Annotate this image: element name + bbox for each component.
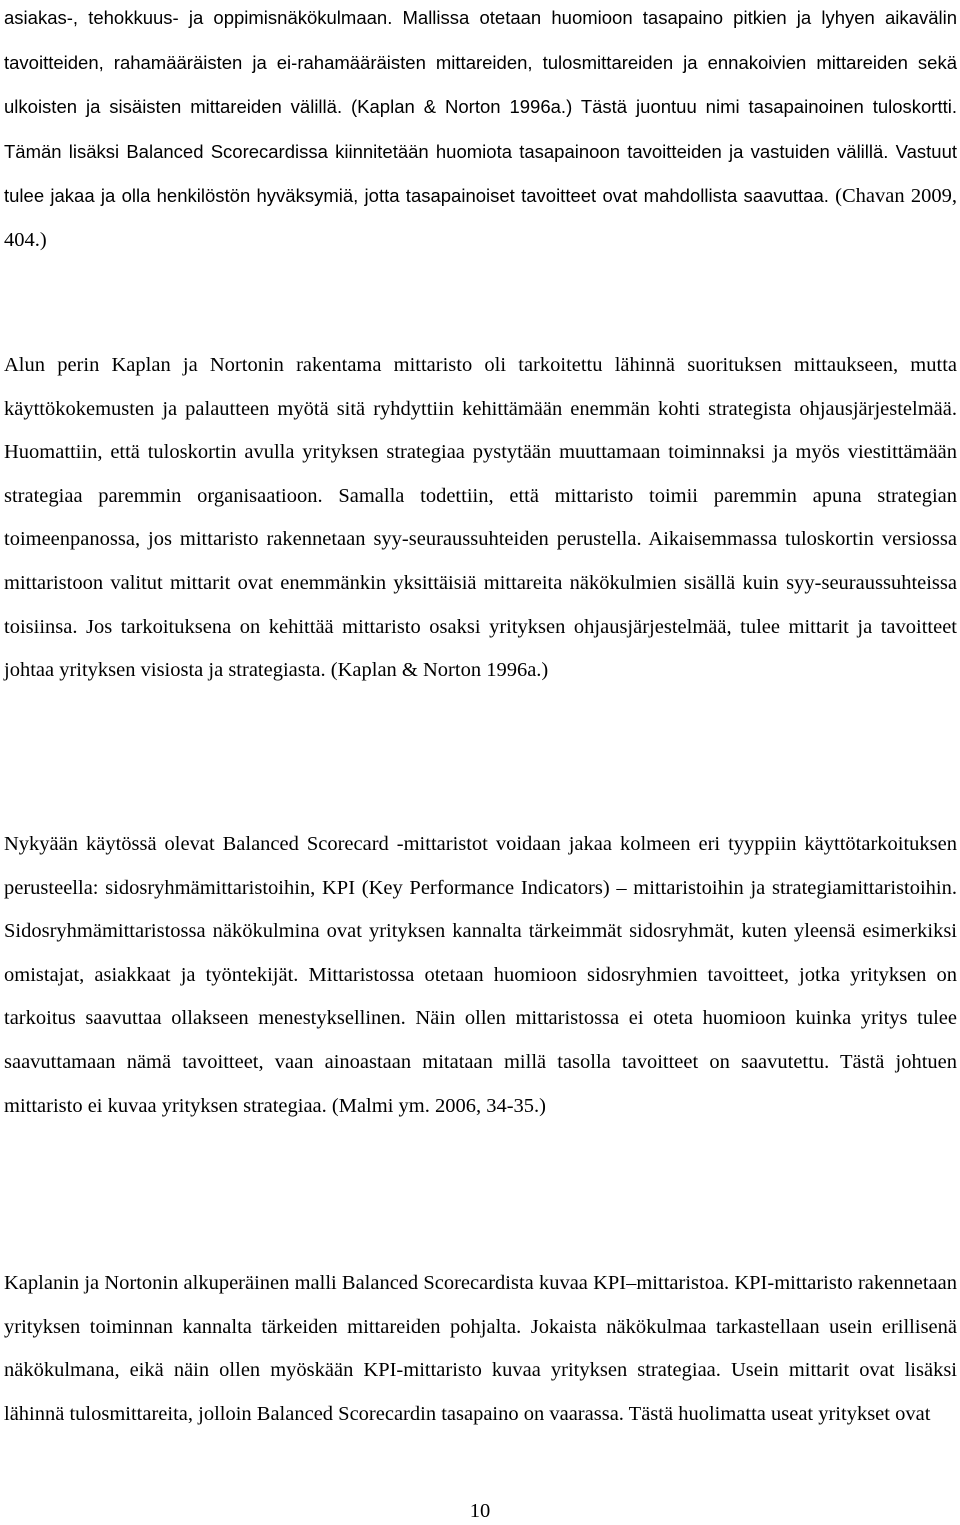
paragraph-1-citation: (Chavan 2009, 404.) [4,185,957,251]
paragraph-2: Alun perin Kaplan ja Nortonin rakentama mittaristo oli tarkoitettu lähinnä suorituksen mittaukseen, mutta käyttökokemusten ja palautteen myötä sitä ryhdyttiin kehittämään enemmän kohti strategista ohjausjärjestelmää. Huomattiin, että tuloskortin avulla yrityksen strategiaa pystytään muuttamaan toiminnaksi ja myös viestittämään strategiaa paremmin organisaatioon. Samalla todettiin, että mittaristo toimii paremmin apuna strategian toimeenpanossa, jos mittaristo rakennetaan syy-seuraussuhteiden perustella. Aikaisemmassa tuloskortin versiossa mittaristoon valitut mittarit ovat enemmänkin yksittäisiä mittareita näkökulmien sisällä kuin syy-seuraussuhteissa toisiinsa. Jos tarkoituksena on kehittää mittaristo osaksi yrityksen ohjausjärjestelmää, tulee mittarit ja tavoitteet johtaa yrityksen visiosta ja strategiasta. (Kaplan & Norton 1996a.) [4,354,957,682]
paragraph-3: Nykyään käytössä olevat Balanced Scorecard -mittaristot voidaan jakaa kolmeen eri tyyppiin käyttötarkoituksen perusteella: sidosryhmämittaristoihin, KPI (Key Performance Indicators) – mittaristoihin ja strategiamittaristoihin. Sidosryhmämittaristossa näkökulmina ovat yrityksen kannalta tärkeimmät sidosryhmät, kuten yleensä esimerkiksi omistajat, asiakkaat ja työntekijät. Mittaristossa otetaan huomioon sidosryhmien tavoitteet, jotka yrityksen on tarkoitus saavuttaa ollakseen menestyksellinen. Näin ollen mittaristossa ei oteta huomioon kuinka yritys tulee saavuttamaan nämä tavoitteet, vaan ainoastaan mitataan millä tasolla tavoitteet on saavutettu. Tästä johtuen mittaristo ei kuvaa yrityksen strategiaa. (Malmi ym. 2006, 34-35.) [4,833,957,1117]
paragraph-1-main-text: asiakas-, tehokkuus- ja oppimisnäkökulmaan. Mallissa otetaan huomioon tasapaino pitkien ja lyhyen aikavälin tavoitteiden, rahamääräisten ja ei-rahamääräisten mittareiden, tulosmittareiden ja ennakoivien mittareiden sekä ulkoisten ja sisäisten mittareiden välillä. (Kaplan & Norton 1996a.) Tästä juontuu nimi tasapainoinen tuloskortti. Tämän lisäksi Balanced Scorecardissa kiinnitetään huomiota tasapainoon tavoitteiden ja vastuiden välillä. Vastuut tulee jakaa ja olla henkilöstön hyväksymiä, jotta tasapainoiset tavoitteet ovat mahdollista saavuttaa. [4,7,957,207]
paragraph-1 [4,0,957,263]
paragraph-4: Kaplanin ja Nortonin alkuperäinen malli Balanced Scorecardista kuvaa KPI–mittaristoa. KPI-mittaristo rakennetaan yrityksen toiminnan kannalta tärkeiden mittareiden pohjalta. Jokaista näkökulmaa tarkastellaan usein erillisenä näkökulmana, eikä näin ollen myöskään KPI-mittaristo kuvaa yrityksen strategiaa. Usein mittarit ovat lisäksi lähinnä tulosmittareita, jolloin Balanced Scorecardin tasapaino on vaarassa. Tästä huolimatta useat yritykset ovat [4,1272,957,1425]
page-number: 10 [469,1500,491,1522]
